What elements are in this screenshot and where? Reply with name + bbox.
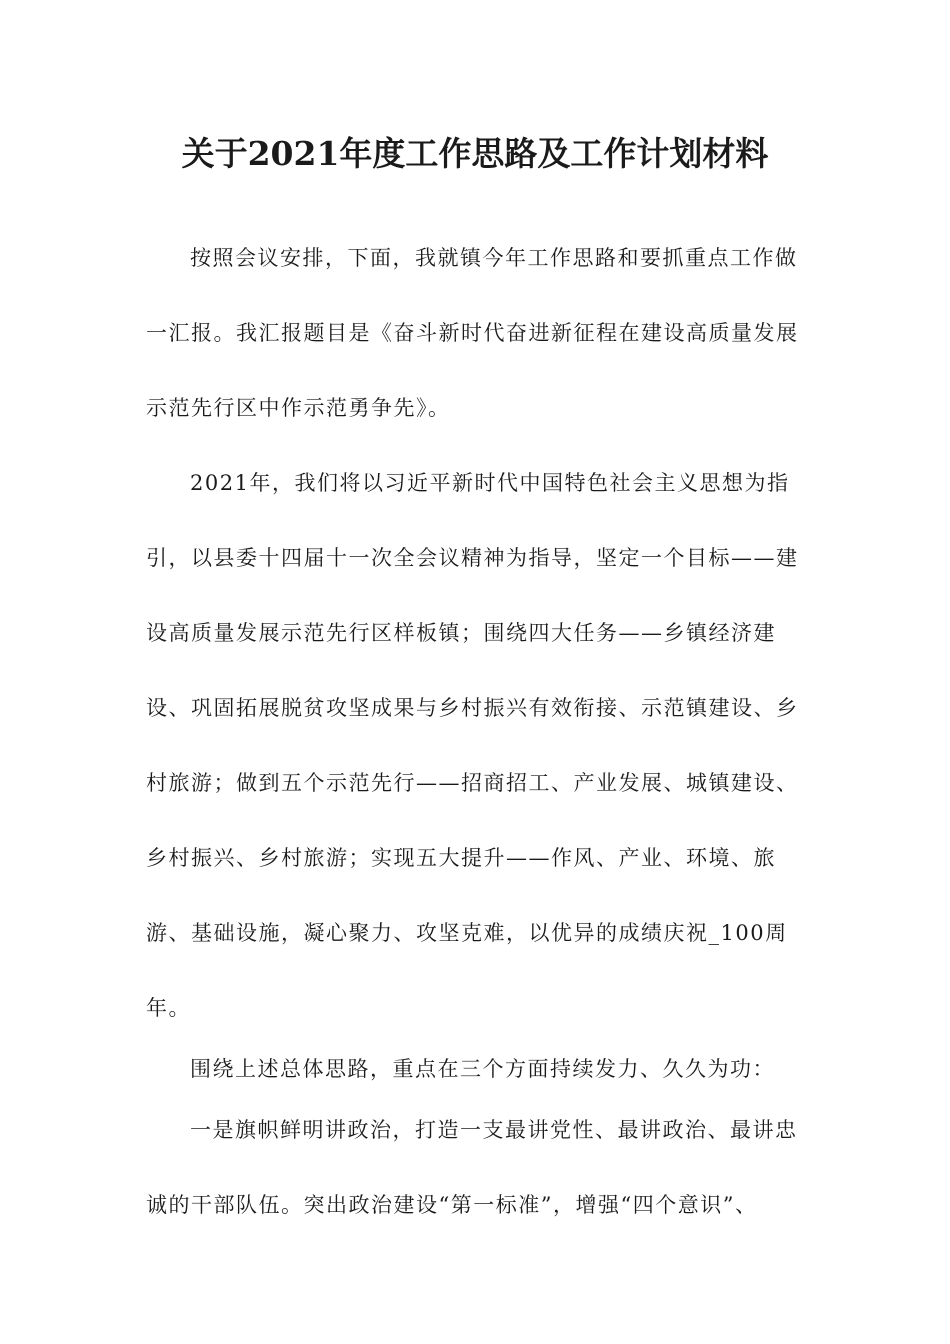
document-body [146,234,799,1229]
paragraph-line: 诚的干部队伍。突出政治建设“第一标准”，增强“四个意识”、 [146,1193,758,1217]
paragraph-line: 年。 [146,996,191,1020]
paragraph-line: 设高质量发展示范先行区样板镇；围绕四大任务——乡镇经济建 [146,621,776,645]
paragraph-line: 一是旗帜鲜明讲政治，打造一支最讲党性、最讲政治、最讲忠 [190,1118,798,1142]
paragraph-line: 游、基础设施，凝心聚力、攻坚克难，以优异的成绩庆祝_100周 [146,921,788,945]
paragraph-line: 按照会议安排，下面，我就镇今年工作思路和要抓重点工作做 [190,246,798,270]
paragraph-line: 围绕上述总体思路，重点在三个方面持续发力、久久为功： [190,1057,775,1081]
paragraph-line: 一汇报。我汇报题目是《奋斗新时代奋进新征程在建设高质量发展 [146,321,799,345]
paragraph-line: 设、巩固拓展脱贫攻坚成果与乡村振兴有效衔接、示范镇建设、乡 [146,696,799,720]
paragraph-line: 引，以县委十四届十一次全会议精神为指导，坚定一个目标——建 [146,546,799,570]
paragraph-line: 乡村振兴、乡村旅游；实现五大提升——作风、产业、环境、旅 [146,846,776,870]
paragraph-line: 2021年，我们将以习近平新时代中国特色社会主义思想为指 [190,471,790,495]
paragraph-line: 村旅游；做到五个示范先行——招商招工、产业发展、城镇建设、 [146,771,799,795]
document-title: 关于2021年度工作思路及工作计划材料 [181,134,769,173]
paragraph-line: 示范先行区中作示范勇争先》。 [146,396,451,420]
